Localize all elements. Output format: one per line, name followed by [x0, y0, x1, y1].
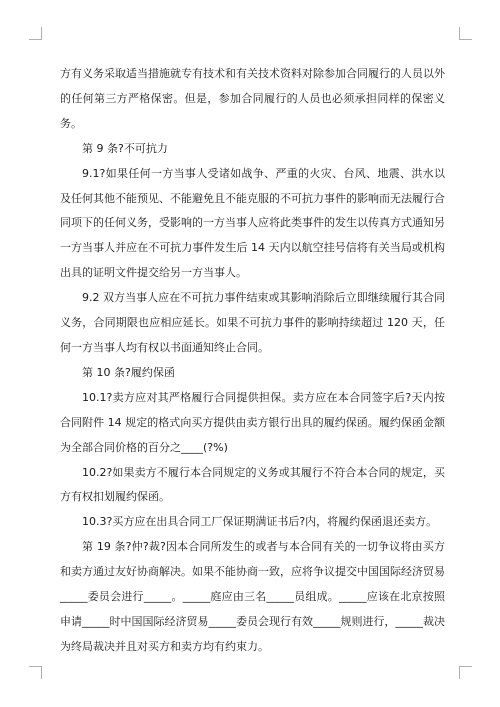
paragraph-10-2: 10.2?如果卖方不履行本合同规定的义务或其履行不符合本合同的规定，买方有权扣划履约保函。: [60, 465, 445, 504]
paragraph-confidentiality-continued: 方有义务采取适当措施就专有技术和有关技术资料对除参加合同履行的人员以外的任何第三方严格保密。但是，参加合同履行的人员也必须承担同样的保密义务。: [60, 67, 445, 130]
paragraph-9-1: 9.1?如果任何一方当事人受诸如战争、严重的火灾、台风、地震、洪水以及任何其他不能预见、不能避免且不能克服的不可抗力事件的影响而无法履行合同项下的任何义务，受影响的一方当事人应将此类事件的发生以传真方式通知另一方当事人并应在不可抗力事件发生后 14 天内以航空挂号信将有关当局或机构出具的证明文件提交给另一方当事人。: [60, 166, 445, 280]
crop-mark-bottom-right: [459, 666, 472, 679]
crop-mark-top-left: [29, 27, 42, 40]
paragraph-9-2: 9.2 双方当事人应在不可抗力事件结束或其影响消除后立即继续履行其合同义务，合同期限也应相应延长。如果不可抗力事件的影响持续超过 120 天，任何一方当事人均有权以书面通知终止合同。: [60, 291, 445, 354]
paragraph-10-1: 10.1?卖方应对其严格履行合同提供担保。卖方应在本合同签字后?天内按合同附件 14 规定的格式向买方提供由卖方银行出具的履约保函。履约保函金额为全部合同价格的百分之____(?%): [60, 390, 445, 454]
heading-article-10: 第 10 条?履约保函: [82, 365, 175, 379]
document-body: [60, 62, 445, 660]
paragraph-10-3: 10.3?买方应在出具合同工厂保证期满证书后?内，将履约保函退还卖方。: [82, 515, 438, 529]
heading-article-9: 第 9 条?不可抗力: [82, 141, 168, 155]
paragraph-article-19-arbitration: 第 19 条?仲?裁?因本合同所发生的或者与本合同有关的一切争议将由买方和卖方通过友好协商解决。如果不能协商一致，应将争议提交中国国际经济贸易_____委员会进行_____。_____庭应由三名_____员组成。_____应该在北京按照申请_____时中国国际经济贸易_____委员会现行有效_____规则进行，_____裁决为终局裁决并且对买方和卖方均有约束力。: [60, 540, 445, 653]
crop-mark-bottom-left: [29, 666, 42, 679]
crop-mark-top-right: [459, 27, 472, 40]
